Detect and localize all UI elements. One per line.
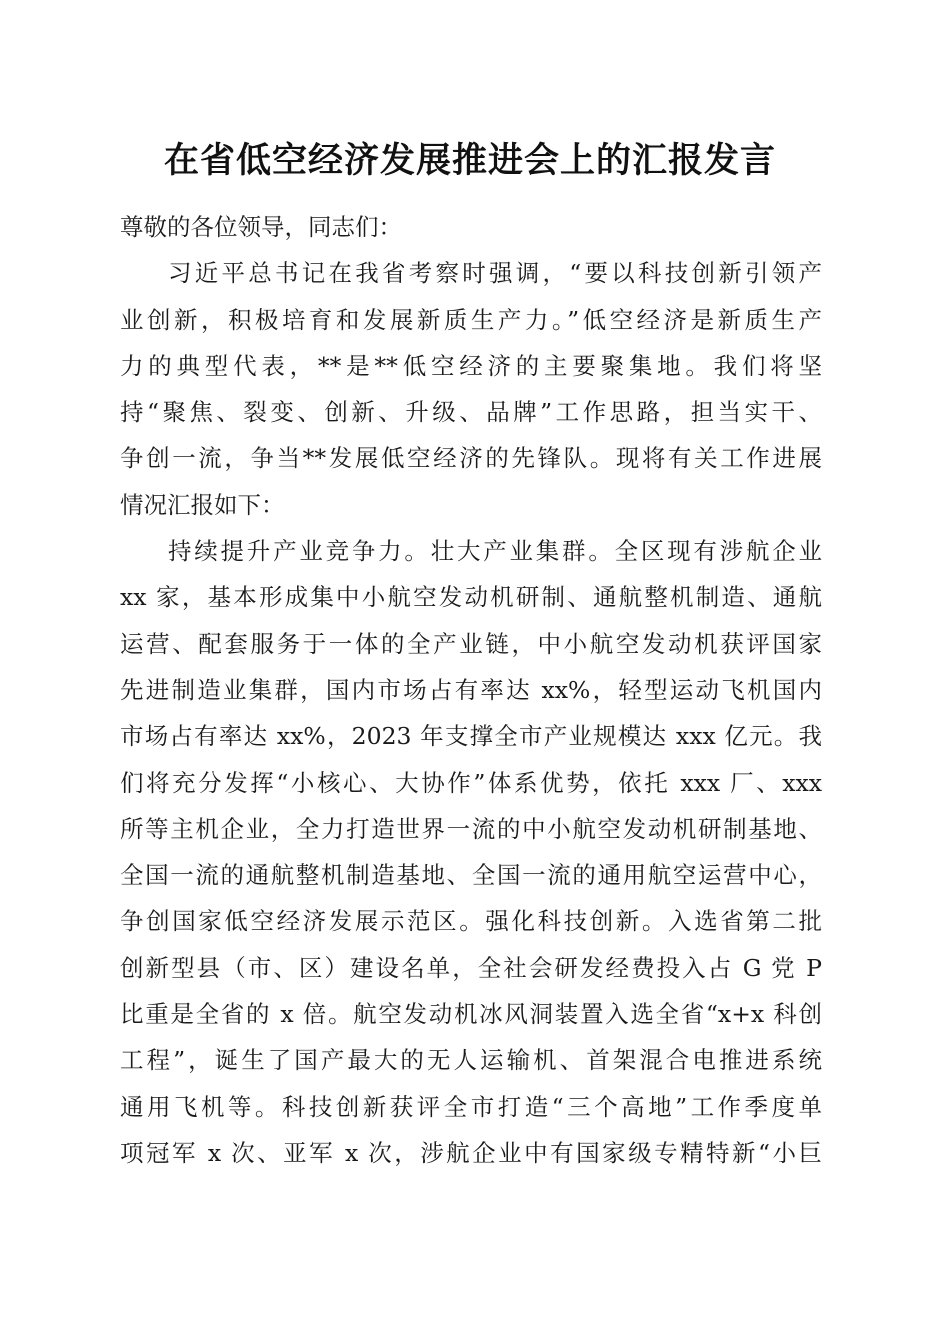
paragraph-1-line-5: 争创一流，争当**发展低空经济的先锋队。现将有关工作进展	[120, 444, 822, 473]
paragraph-2-line-1: 持续提升产业竞争力。壮大产业集群。全区现有涉航企业	[168, 537, 822, 566]
paragraph-2-line-9: 争创国家低空经济发展示范区。强化科技创新。入选省第二批	[120, 907, 822, 936]
paragraph-1-line-2: 业创新，积极培育和发展新质生产力。”低空经济是新质生产	[120, 305, 822, 334]
document-body	[120, 204, 835, 1176]
paragraph-2-line-8: 全国一流的通航整机制造基地、全国一流的通用航空运营中心，	[120, 861, 822, 890]
document-title: 在省低空经济发展推进会上的汇报发言	[163, 140, 776, 181]
paragraph-2-line-13: 通用飞机等。科技创新获评全市打造“三个高地”工作季度单	[120, 1092, 822, 1121]
paragraph-2-line-11: 比重是全省的 x 倍。航空发动机冰风洞装置入选全省“x+x 科创	[120, 1000, 822, 1029]
paragraph-2-line-2: xx 家，基本形成集中小航空发动机研制、通航整机制造、通航	[120, 583, 822, 612]
paragraph-2-line-10: 创新型县（市、区）建设名单，全社会研发经费投入占 G 党 P	[120, 953, 822, 982]
salutation: 尊敬的各位领导，同志们：	[120, 213, 402, 241]
paragraph-2-line-3: 运营、配套服务于一体的全产业链，中小航空发动机获评国家	[120, 629, 822, 658]
paragraph-2-line-5: 市场占有率达 xx%，2023 年支撑全市产业规模达 xxx 亿元。我	[120, 722, 822, 751]
paragraph-2-line-12: 工程”，诞生了国产最大的无人运输机、首架混合电推进系统	[120, 1046, 822, 1075]
paragraph-2-line-6: 们将充分发挥“小核心、大协作”体系优势，依托 xxx 厂、xxx	[120, 768, 822, 797]
paragraph-2-line-7: 所等主机企业，全力打造世界一流的中小航空发动机研制基地、	[120, 814, 822, 843]
paragraph-2-line-14: 项冠军 x 次、亚军 x 次，涉航企业中有国家级专精特新“小巨	[120, 1138, 822, 1167]
paragraph-1-line-4: 持“聚焦、裂变、创新、升级、品牌”工作思路，担当实干、	[120, 398, 822, 427]
paragraph-2-line-4: 先进制造业集群，国内市场占有率达 xx%，轻型运动飞机国内	[120, 675, 822, 704]
paragraph-1-line-6: 情况汇报如下：	[120, 490, 285, 519]
paragraph-1-line-1: 习近平总书记在我省考察时强调，“要以科技创新引领产	[168, 259, 822, 288]
paragraph-1-line-3: 力的典型代表，**是**低空经济的主要聚集地。我们将坚	[120, 351, 822, 380]
